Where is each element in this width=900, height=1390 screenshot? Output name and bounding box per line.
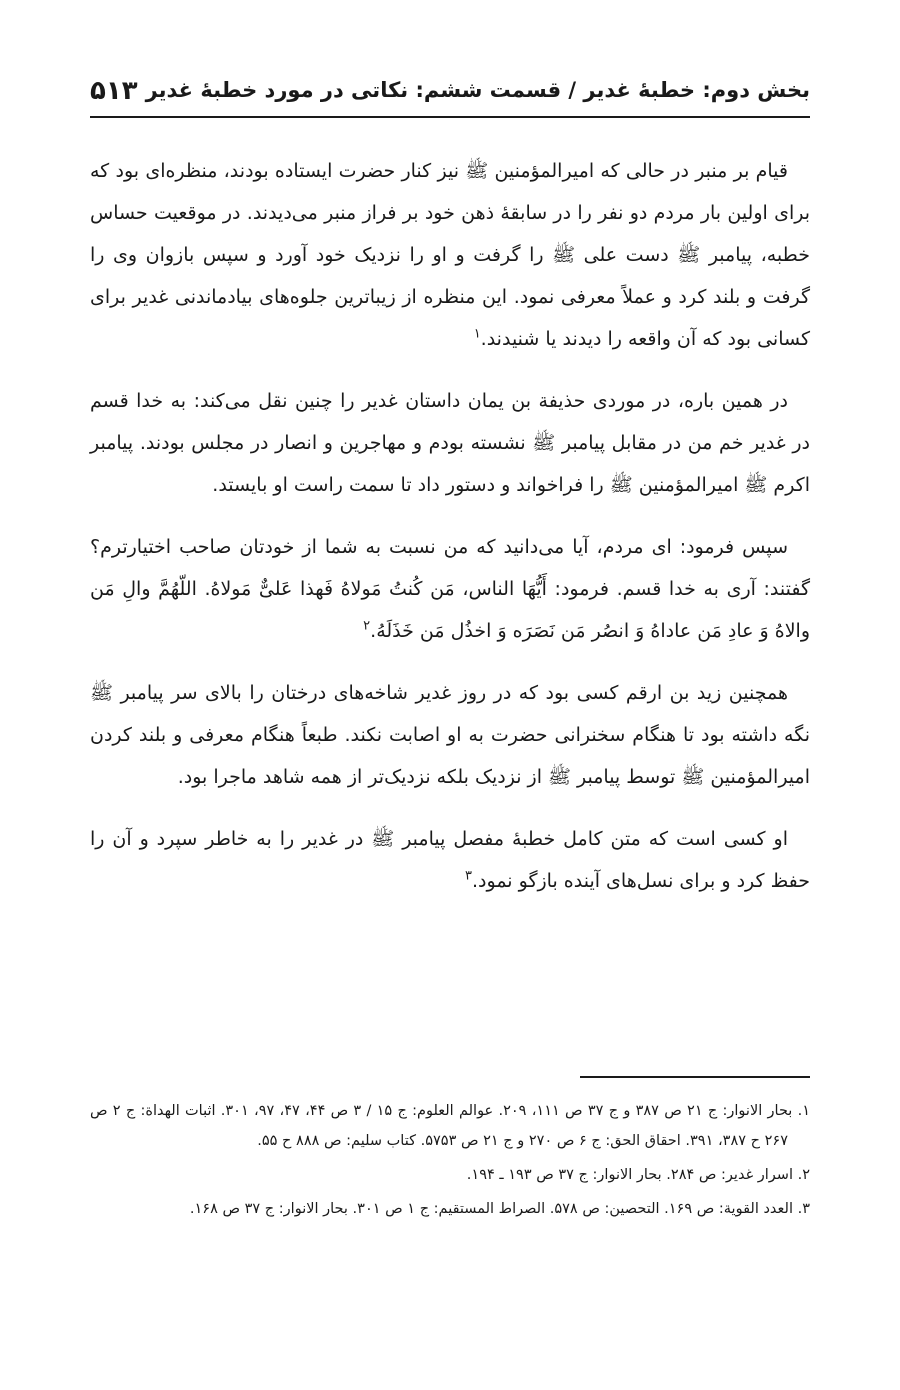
- paragraph-text: سپس فرمود: ای مردم، آیا می‌دانید که من نسبت به شما از خودتان صاحب اختیارترم؟ گفتند: آری به خدا قسم. فرمود: أَیُّهَا الناس، مَن کُنتُ مَولاهُ فَهذا عَلیٌّ مَولاهُ. اللّهُمَّ والِ مَن والاهُ وَ عادِ مَن عاداهُ وَ انصُر مَن نَصَرَه وَ اخذُل مَن خَذَلَهُ.: [90, 536, 810, 642]
- footnote-separator: [580, 1076, 810, 1078]
- body-text: [90, 150, 810, 922]
- footnote-reference: ۳: [465, 868, 472, 884]
- footnote-reference: ۱: [473, 326, 481, 342]
- paragraph-text: قیام بر منبر در حالی که امیرالمؤمنین ﷺ نیز کنار حضرت ایستاده بودند، منظره‌ای بود که برای اولین بار مردم دو نفر را در سابقهٔ ذهن خود بر فراز منبر می‌دیدند. در موقعیت حساس خطبه، پیامبر ﷺ دست علی ﷺ را گرفت و او را نزدیک خود آورد و سپس بازوان وی را گرفت و بلند کرد و عملاً معرفی نمود. این منظره از زیباترین جلوه‌های بیادماندنی غدیر برای کسانی بود که آن واقعه را دیدند یا شنیدند.: [90, 160, 810, 350]
- paragraph-3: [90, 526, 810, 652]
- paragraph-text: او کسی است که متن کامل خطبهٔ مفصل پیامبر ﷺ در غدیر را به خاطر سپرد و آن را حفظ کرد و برای نسل‌های آینده بازگو نمود.: [90, 828, 810, 892]
- paragraph-2: [90, 380, 810, 506]
- page-header: [90, 76, 810, 118]
- footnote-reference: ۲: [363, 618, 371, 634]
- paragraph-text: همچنین زید بن ارقم کسی بود که در روز غدیر شاخه‌های درختان را بالای سر پیامبر ﷺ نگه داشته بود تا هنگام سخنرانی حضرت به او اصابت نکند. طبعاً هنگام معرفی و بلند کردن امیرالمؤمنین ﷺ توسط پیامبر ﷺ از نزدیک بلکه نزدیک‌تر از همه شاهد ماجرا بود.: [90, 682, 810, 788]
- footnote-2: ۲. اسرار غدیر: ص ۲۸۴. بحار الانوار: ج ۳۷ ص ۱۹۳ ـ ۱۹۴.: [466, 1167, 810, 1183]
- paragraph-4: [90, 672, 810, 798]
- footnote-3: ۳. العدد القویة: ص ۱۶۹. التحصین: ص ۵۷۸. الصراط المستقیم: ج ۱ ص ۳۰۱. بحار الانوار: ج ۳۷ ص ۱۶۸.: [189, 1201, 810, 1217]
- paragraph-1: [90, 150, 810, 360]
- paragraph-5: [90, 818, 810, 902]
- paragraph-text: در همین باره، در موردی حذیفة بن یمان داستان غدیر را چنین نقل می‌کند: به خدا قسم در غدیر خم من در مقابل پیامبر ﷺ نشسته بودم و مهاجرین و انصار در مجلس بودند. پیامبر اکرم ﷺ امیرالمؤمنین ﷺ را فراخواند و دستور داد تا سمت راست او بایستد.: [90, 390, 810, 496]
- footnotes: [90, 1096, 810, 1228]
- footnote-1: ۱. بحار الانوار: ج ۲۱ ص ۳۸۷ و ج ۳۷ ص ۱۱۱، ۲۰۹. عوالم العلوم: ج ۱۵ / ۳ ص ۴۴، ۴۷، ۹۷، ۳۰۱. اثبات الهداة: ج ۲ ص ۲۶۷ ح ۳۸۷، ۳۹۱. احقاق الحق: ج ۶ ص ۲۷۰ و ج ۲۱ ص ۵۷۵۳. کتاب سلیم: ص ۸۸۸ ح ۵۵.: [90, 1103, 811, 1149]
- page-number: ۵۱۳: [90, 76, 138, 106]
- running-title: بخش دوم: خطبهٔ غدیر / قسمت ششم: نکاتی در مورد خطبهٔ غدیر: [145, 78, 810, 102]
